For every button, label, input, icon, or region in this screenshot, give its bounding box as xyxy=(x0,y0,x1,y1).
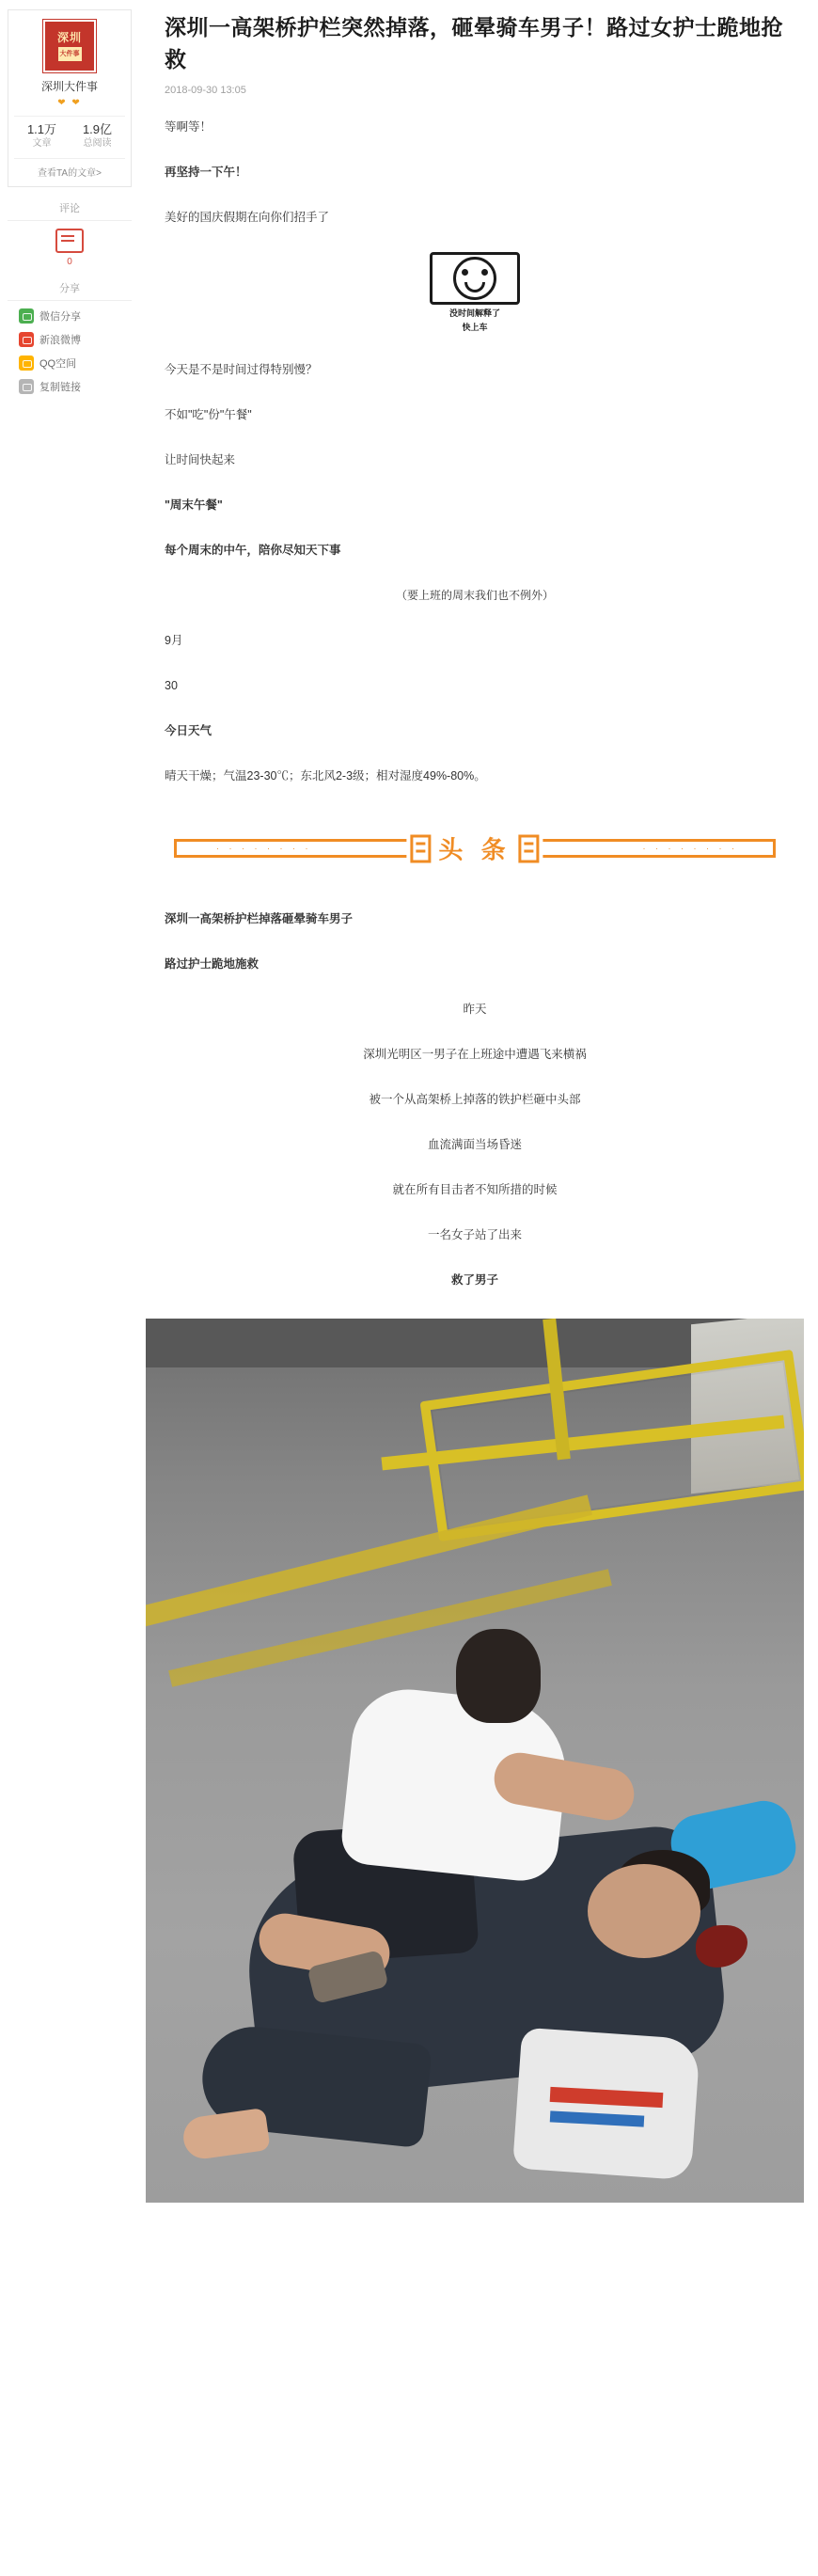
rescue-scene-photo xyxy=(146,1319,804,2203)
story-line: 血流满面当场昏迷 xyxy=(427,1138,522,1151)
meme-image-block xyxy=(165,252,785,335)
paragraph: 让时间快起来 xyxy=(165,453,236,466)
banner-mark-icon xyxy=(519,834,540,862)
story-line: 深圳光明区一男子在上班途中遭遇飞来横祸 xyxy=(363,1048,587,1061)
avatar-line-1: 深圳 xyxy=(56,31,82,44)
paragraph: 美好的国庆假期在向你们招手了 xyxy=(165,211,330,224)
paragraph: 再坚持一下午！ xyxy=(165,166,247,179)
story-line-final: 救了男子 xyxy=(450,1273,498,1287)
stat-reads-number: 1.9亿 xyxy=(82,122,113,136)
share-item-wechat[interactable] xyxy=(19,308,132,324)
qzone-icon xyxy=(19,356,34,371)
headline-line: 路过护士跪地施救 xyxy=(165,957,260,971)
stat-reads-label: 总阅读 xyxy=(83,138,112,149)
banner-dots-left: · · · · · · · · xyxy=(216,844,312,853)
paragraph: 9月 xyxy=(165,634,183,647)
banner-label: 头 条 xyxy=(438,835,511,864)
paragraph: 今天是不是时间过得特别慢？ xyxy=(165,363,318,376)
wechat-icon xyxy=(19,308,34,324)
paragraph: 不如"吃"份"午餐" xyxy=(165,408,252,421)
article-body xyxy=(146,0,804,2203)
page-title: 深圳一高架桥护栏突然掉落，砸晕骑车男子！路过女护士跪地抢救 xyxy=(165,15,783,71)
paragraph: 今日天气 xyxy=(165,724,212,737)
banner-mark-icon xyxy=(410,834,431,862)
paragraph: （要上班的周末我们也不例外） xyxy=(395,589,554,602)
meme-caption-line-1: 没时间解释了 xyxy=(448,308,500,318)
link-icon xyxy=(19,379,34,394)
share-item-copy-link[interactable] xyxy=(19,379,132,394)
avatar xyxy=(43,20,96,72)
share-list xyxy=(8,308,132,394)
paragraph: 30 xyxy=(165,679,178,692)
comment-title: 评论 xyxy=(8,200,132,221)
account-card[interactable] xyxy=(8,9,132,187)
account-name[interactable]: 深圳大件事 xyxy=(40,80,98,93)
paragraph: 等啊等！ xyxy=(165,120,212,134)
meme-caption-line-2: 快上车 xyxy=(462,323,488,332)
meme-face-icon xyxy=(430,252,520,305)
story-line: 就在所有目击者不知所措的时候 xyxy=(392,1183,558,1196)
story-line: 一名女子站了出来 xyxy=(427,1228,522,1241)
headline-line: 深圳一高架桥护栏掉落砸晕骑车男子 xyxy=(165,912,354,925)
share-item-weibo[interactable] xyxy=(19,332,132,347)
comment-block xyxy=(8,200,132,267)
share-title: 分享 xyxy=(8,280,132,301)
comment-icon[interactable] xyxy=(55,229,84,253)
sidebar xyxy=(0,0,139,403)
share-item-wechat-label: 微信分享 xyxy=(39,311,81,323)
account-stats xyxy=(14,116,125,150)
weibo-icon xyxy=(19,332,34,347)
story-line: 被一个从高架桥上掉落的铁护栏砸中头部 xyxy=(369,1093,581,1106)
banner-dots-right: · · · · · · · · xyxy=(642,844,738,853)
share-item-weibo-label: 新浪微博 xyxy=(39,335,81,346)
paragraph: "周末午餐" xyxy=(165,498,223,512)
share-block xyxy=(8,280,132,394)
paragraph: 晴天干燥；气温23-30℃；东北风2-3级；相对湿度49%-80%。 xyxy=(165,769,486,782)
paragraph: 每个周末的中午，陪你尽知天下事 xyxy=(165,544,341,557)
article-photo xyxy=(146,1319,804,2203)
stat-reads xyxy=(70,122,125,150)
share-item-qzone-label: QQ空间 xyxy=(39,358,77,370)
publish-date: 2018-09-30 13:05 xyxy=(165,85,246,96)
avatar-line-2: 大件事 xyxy=(58,47,82,61)
view-more-link[interactable]: 查看TA的文章> xyxy=(14,158,125,179)
share-item-qzone[interactable] xyxy=(19,356,132,371)
stat-articles xyxy=(14,122,70,150)
meme-image xyxy=(430,252,520,333)
story-line: 昨天 xyxy=(463,1003,487,1016)
stat-articles-label: 文章 xyxy=(32,138,52,149)
share-item-copy-link-label: 复制链接 xyxy=(39,382,81,393)
stat-articles-number: 1.1万 xyxy=(26,122,57,136)
account-badges: ❤ ❤ xyxy=(57,98,82,108)
headline-banner xyxy=(165,814,785,882)
comment-count: 0 xyxy=(67,257,72,267)
